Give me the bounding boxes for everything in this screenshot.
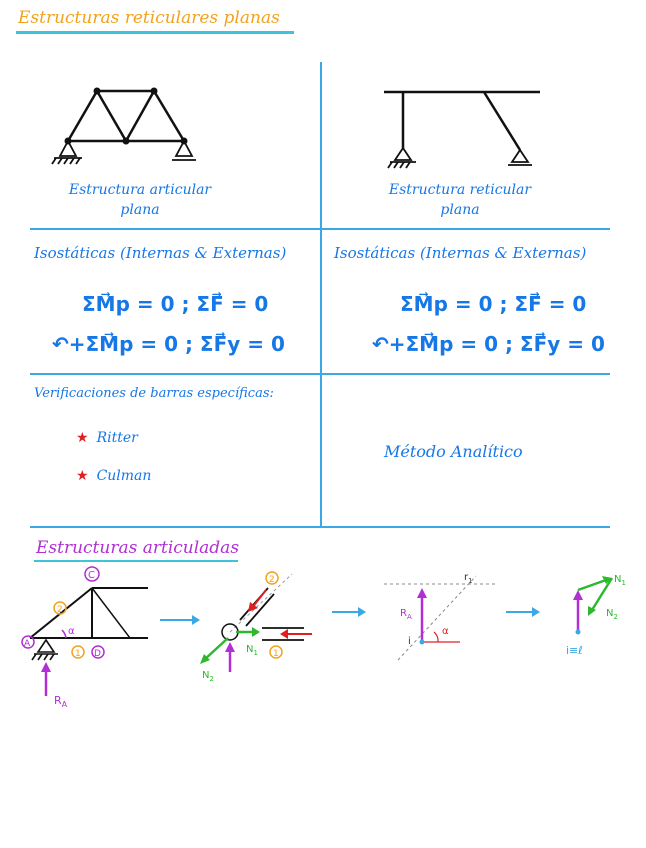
node-equilibrium-diagram — [0, 560, 646, 720]
method-ritter: ★ Ritter — [76, 430, 138, 446]
bar-1-label-fbd: 1 — [273, 649, 279, 659]
left-caption-line1: Estructura articular — [68, 182, 212, 198]
r1-label: $r_1$ — [464, 572, 473, 585]
n2-label: $N_2$ — [202, 670, 214, 683]
node-a-label: A — [24, 639, 31, 649]
node-d-label: D — [94, 649, 101, 659]
n2-label-triangle: $N_2$ — [606, 608, 618, 621]
bar-2-label-fbd: 2 — [269, 575, 275, 585]
verification-heading: Verificaciones de barras específicas: — [34, 386, 274, 401]
right-caption-line2: plana — [440, 202, 480, 218]
left-formula-1: ΣM⃗p = 0 ; ΣF⃗ = 0 — [82, 292, 269, 316]
node-i-label: i — [408, 636, 411, 647]
table-row-divider-3 — [30, 526, 610, 528]
bar-2-label: 2 — [57, 605, 63, 615]
page-title: Estructuras reticulares planas — [18, 8, 280, 28]
right-isostatic-heading: Isostáticas (Internas & Externas) — [334, 244, 587, 262]
right-structure-caption — [360, 180, 560, 220]
method-culman: ★ Culman — [76, 468, 152, 484]
left-structure-caption — [40, 180, 240, 220]
n1-label-triangle: $N_1$ — [614, 574, 626, 587]
right-caption-line1: Estructura reticular — [388, 182, 532, 198]
analytic-method-label: Método Analítico — [384, 442, 523, 461]
star-icon: ★ — [76, 468, 89, 484]
star-icon: ★ — [76, 430, 89, 446]
left-caption-line2: plana — [120, 202, 160, 218]
right-formula-2: ↶+ΣM⃗p = 0 ; ΣF⃗y = 0 — [372, 332, 605, 356]
table-row-divider-2 — [30, 373, 610, 375]
section-title-articulated: Estructuras articuladas — [36, 538, 240, 558]
left-formula-2: ↶+ΣM⃗p = 0 ; ΣF⃗y = 0 — [52, 332, 285, 356]
right-formula-1: ΣM⃗p = 0 ; ΣF⃗ = 0 — [400, 292, 587, 316]
reaction-label: $R_A$ — [54, 694, 68, 709]
alpha-label-1: α — [68, 626, 75, 637]
reaction-label-2: $R_A$ — [400, 608, 412, 621]
bar-1-label: 1 — [75, 649, 81, 659]
alpha-label-2: α — [442, 626, 449, 637]
left-isostatic-heading: Isostáticas (Internas & Externas) — [34, 244, 287, 262]
node-c-label: C — [88, 570, 95, 581]
i-equiv-label: i≡ℓ — [566, 644, 583, 657]
n1-label: $N_1$ — [246, 644, 258, 657]
